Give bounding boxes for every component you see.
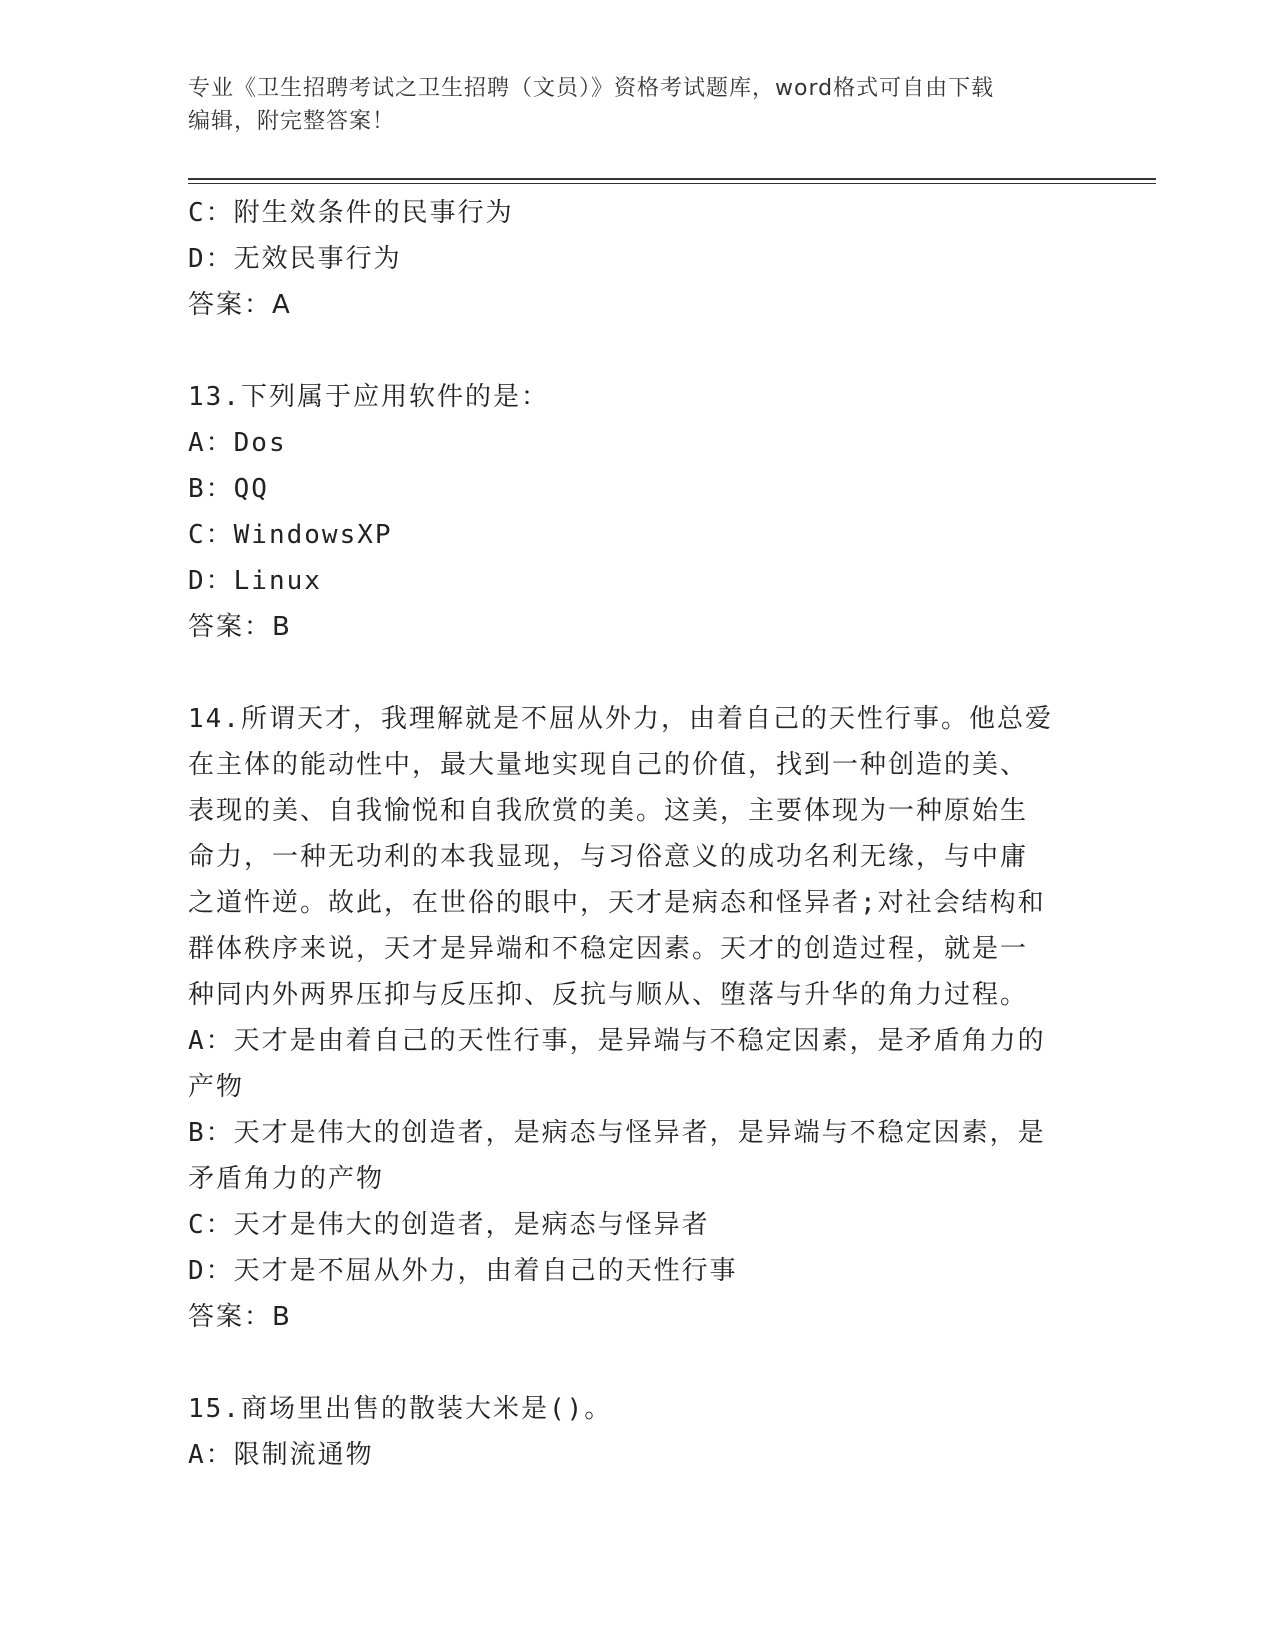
q12-answer: 答案：A [188,290,292,320]
q13-answer: 答案：B [188,612,292,642]
q14-question-line: 群体秩序来说，天才是异端和不稳定因素。天才的创造过程，就是一 [188,934,1029,964]
q13-question: 13.下列属于应用软件的是： [188,382,549,412]
q14-option-d: D：天才是不屈从外力，由着自己的天性行事 [188,1256,738,1286]
q15-question: 15.商场里出售的散装大米是()。 [188,1394,613,1424]
q14-question-line: 之道忤逆。故此，在世俗的眼中，天才是病态和怪异者;对社会结构和 [188,888,1046,918]
question-content [188,190,1088,1478]
q13-option-a: A：Dos [188,428,287,458]
question-12 [188,190,1088,328]
q14-option-c: C：天才是伟大的创造者，是病态与怪异者 [188,1210,710,1240]
question-13 [188,374,1088,650]
question-14 [188,696,1088,1340]
q14-question-line: 种同内外两界压抑与反压抑、反抗与顺从、堕落与升华的角力过程。 [188,980,1029,1010]
q13-option-b: B：QQ [188,474,269,504]
header-line-1: 专业《卫生招聘考试之卫生招聘（文员）》资格考试题库，word格式可自由下载 [188,76,995,101]
q14-question-line: 命力，一种无功利的本我显现，与习俗意义的成功名利无缘，与中庸 [188,842,1029,872]
q13-option-c: C：WindowsXP [188,520,393,550]
q14-option-b-line: B：天才是伟大的创造者，是病态与怪异者，是异端与不稳定因素，是 [188,1118,1046,1148]
q14-question-line: 表现的美、自我愉悦和自我欣赏的美。这美，主要体现为一种原始生 [188,796,1029,826]
q14-answer: 答案：B [188,1302,292,1332]
q14-option-a-line: 产物 [188,1072,245,1102]
q12-option-c: C：附生效条件的民事行为 [188,198,514,228]
q14-option-b-line: 矛盾角力的产物 [188,1164,385,1194]
q13-option-d: D：Linux [188,566,322,596]
q15-option-a: A：限制流通物 [188,1440,374,1470]
q14-question-line: 14.所谓天才，我理解就是不屈从外力，由着自己的天性行事。他总爱 [188,704,1053,734]
q14-option-a-line: A：天才是由着自己的天性行事，是异端与不稳定因素，是矛盾角力的 [188,1026,1046,1056]
question-15 [188,1386,1088,1478]
header-divider-thin [188,183,1156,184]
header-divider-thick [188,178,1156,180]
document-header [188,72,1088,138]
header-line-2: 编辑，附完整答案！ [188,109,396,134]
q12-option-d: D：无效民事行为 [188,244,402,274]
q14-question-line: 在主体的能动性中，最大量地实现自己的价值，找到一种创造的美、 [188,750,1029,780]
